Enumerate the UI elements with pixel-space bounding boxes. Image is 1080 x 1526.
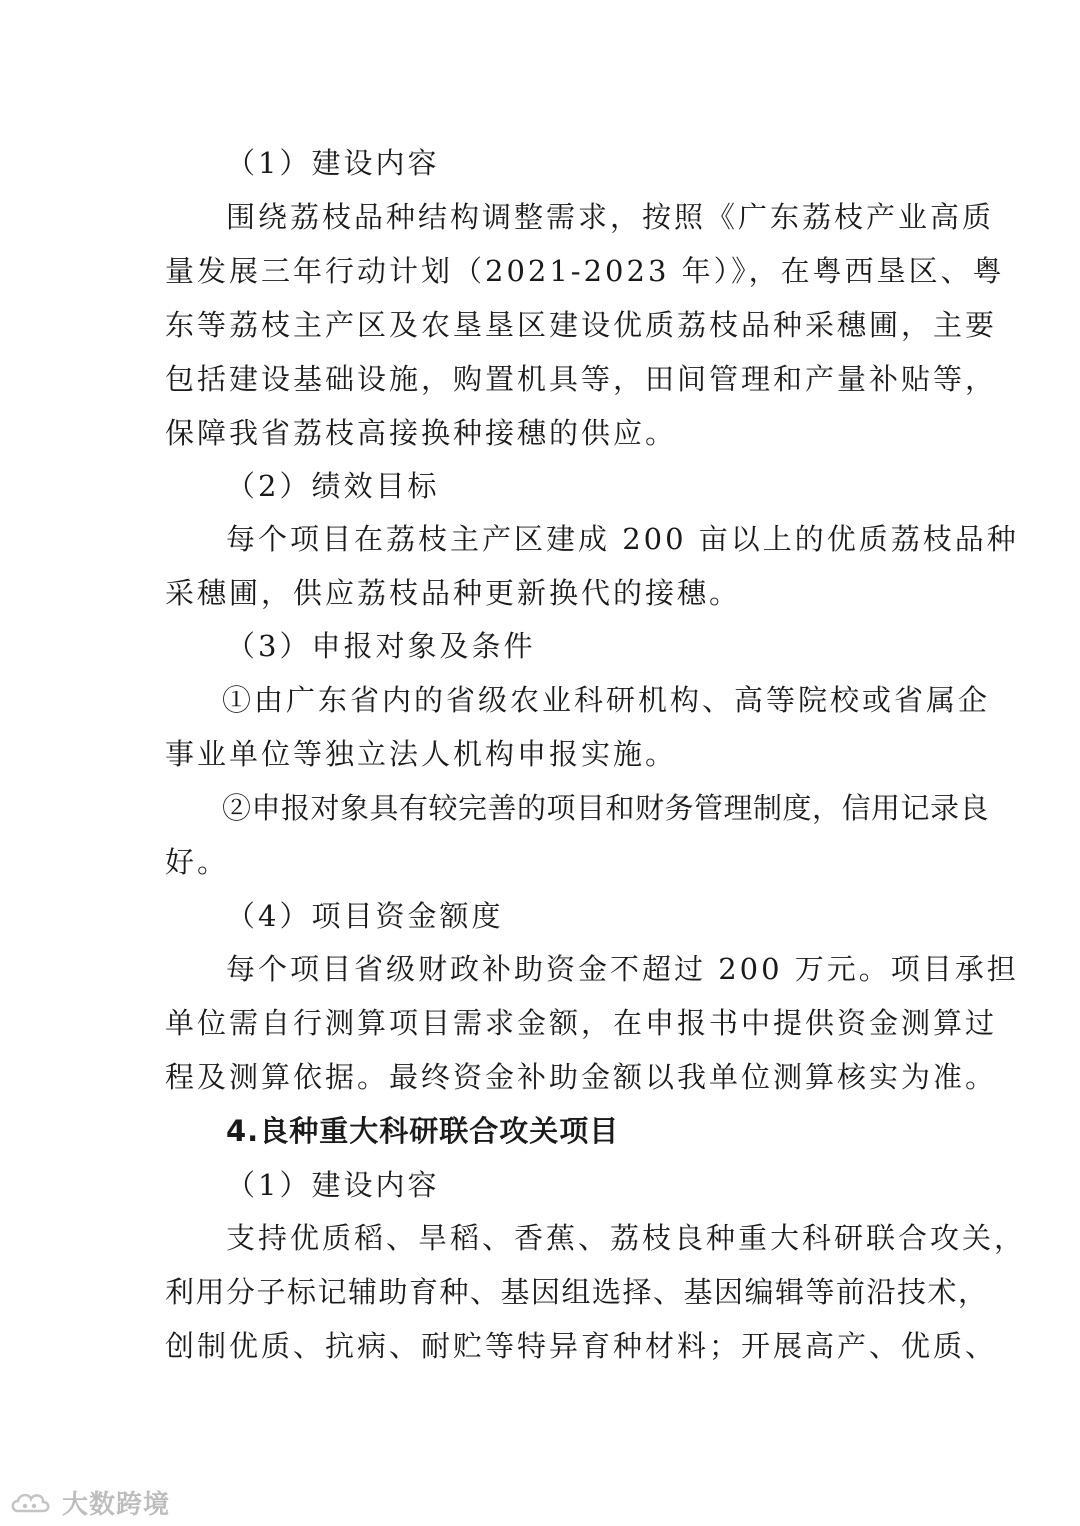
section-3-item-2-heading: （2）绩效目标	[226, 469, 440, 503]
paragraph-line: 程及测算依据。最终资金补助金额以我单位测算核实为准。	[165, 1060, 998, 1094]
paragraph-line: 包括建设基础设施，购置机具等，田间管理和产量补贴等，	[165, 362, 998, 396]
paragraph-line: 围绕荔枝品种结构调整需求，按照《广东荔枝产业高质	[226, 200, 995, 234]
paragraph-line: 采穗圃，供应荔枝品种更新换代的接穗。	[165, 576, 742, 610]
watermark-text: 大数跨境	[62, 1489, 171, 1520]
paragraph-line: 保障我省荔枝高接换种接穗的供应。	[165, 416, 678, 450]
paragraph-line: 利用分子标记辅助育种、基因组选择、基因编辑等前沿技术，	[165, 1275, 989, 1309]
section-4-title: 4.良种重大科研联合攻关项目	[226, 1114, 620, 1148]
paragraph-line: 每个项目在荔枝主产区建成 200 亩以上的优质荔枝品种	[226, 522, 1019, 556]
watermark	[8, 1484, 170, 1520]
paragraph-line: 单位需自行测算项目需求金额，在申报书中提供资金测算过	[165, 1006, 998, 1040]
paragraph-line: 量发展三年行动计划（2021-2023 年）》，在粤西垦区、粤	[165, 254, 1005, 288]
section-3-item-4-heading: （4）项目资金额度	[226, 899, 504, 933]
paragraph-line: 支持优质稻、旱稻、香蕉、荔枝良种重大科研联合攻关，	[226, 1221, 1027, 1255]
section-3-item-1-heading: （1）建设内容	[226, 146, 440, 180]
paragraph-line: 创制优质、抗病、耐贮等特异育种材料；开展高产、优质、	[165, 1329, 998, 1363]
paragraph-line: 好。	[165, 845, 230, 879]
section-3-item-3-heading: （3）申报对象及条件	[226, 629, 536, 663]
paragraph-line: ②申报对象具有较完善的项目和财务管理制度，信用记录良	[222, 791, 990, 825]
paragraph-line: ①由广东省内的省级农业科研机构、高等院校或省属企	[222, 683, 991, 717]
cloud-logo-icon	[8, 1487, 54, 1517]
paragraph-line: 每个项目省级财政补助资金不超过 200 万元。项目承担	[226, 952, 1019, 986]
section-4-item-1-heading: （1）建设内容	[226, 1168, 440, 1202]
paragraph-line: 东等荔枝主产区及农垦垦区建设优质荔枝品种采穗圃，主要	[165, 308, 998, 342]
paragraph-line: 事业单位等独立法人机构申报实施。	[165, 737, 678, 771]
